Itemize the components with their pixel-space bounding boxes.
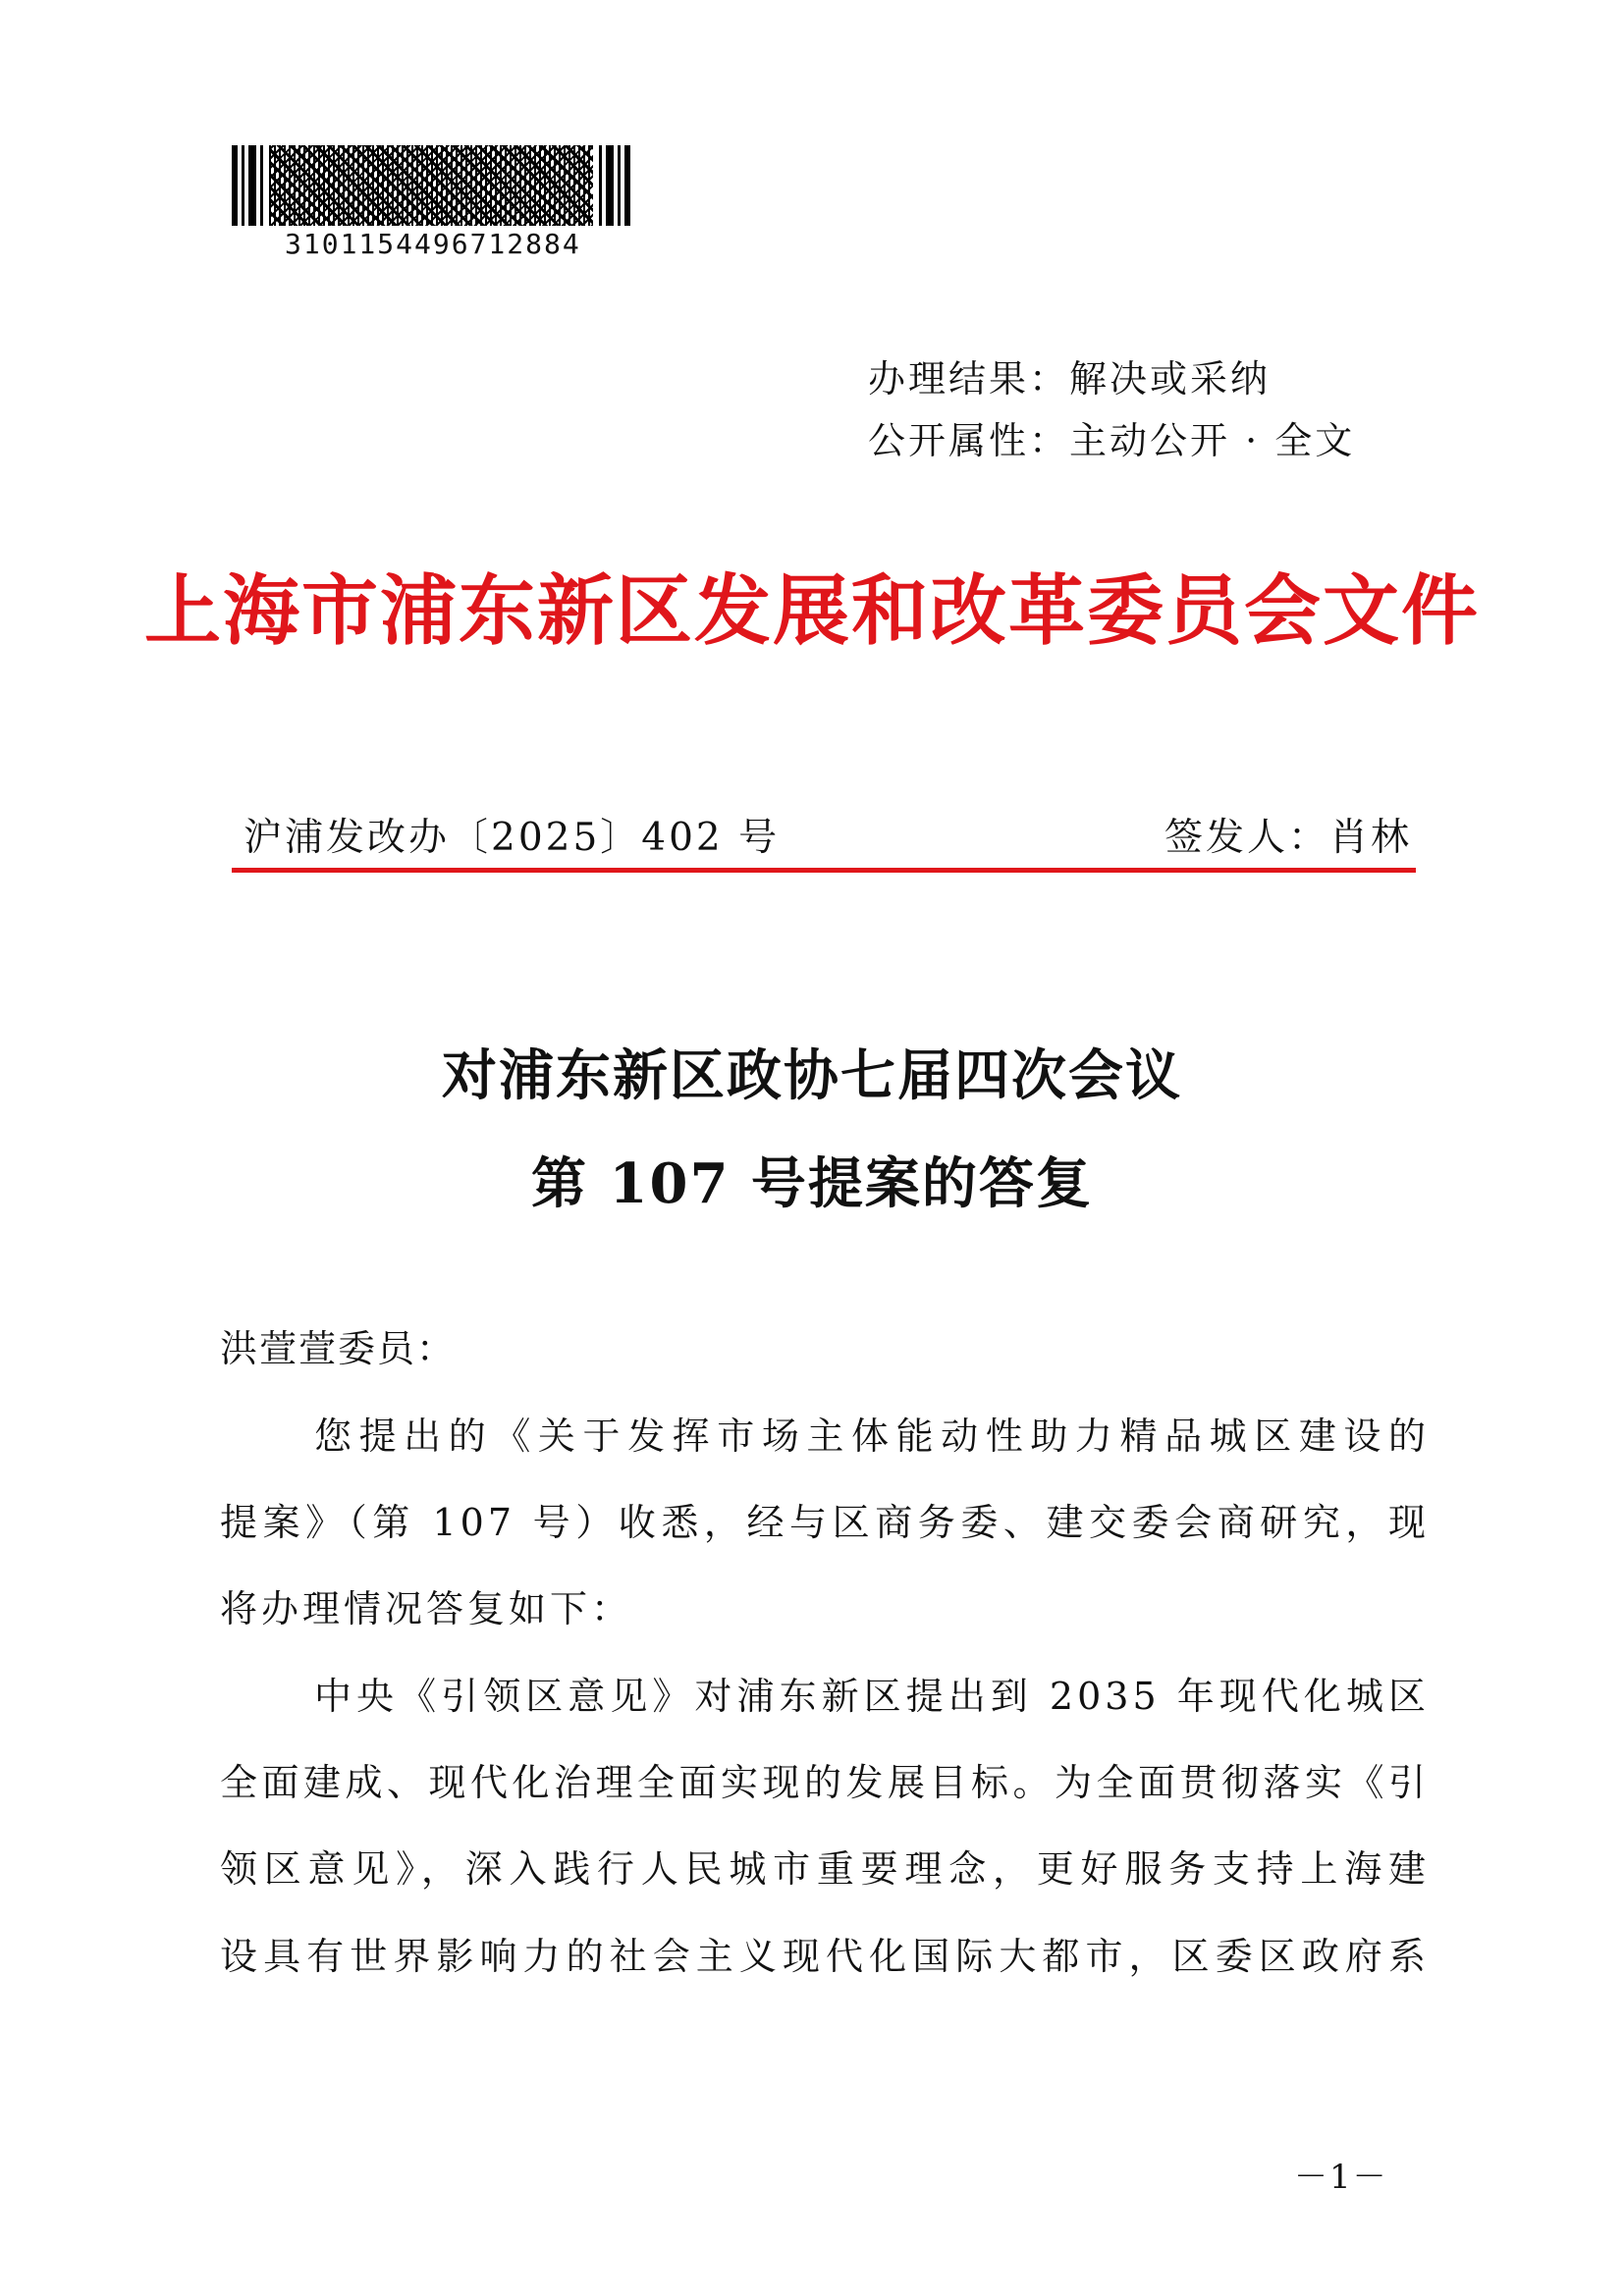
document-title-line-1: 对浦东新区政协七届四次会议: [442, 1043, 1182, 1108]
salutation: 洪萱萱委员：: [220, 1327, 457, 1370]
body-line: 中央《引领区意见》对浦东新区提出到 2035 年现代化城区: [314, 1675, 1430, 1718]
barcode-number: 3101154496712884: [285, 228, 581, 260]
document-number: 沪浦发改办〔2025〕402 号: [244, 816, 781, 860]
issuer-heading: 上海市浦东新区发展和改革委员会文件: [143, 566, 1480, 656]
signer: 签发人：肖林: [1164, 816, 1412, 860]
body-line: 领区意见》，深入践行人民城市重要理念，更好服务支持上海建: [220, 1847, 1430, 1891]
barcode-matrix: [269, 145, 593, 226]
body-line: 将办理情况答复如下：: [220, 1587, 633, 1630]
body-line: 全面建成、现代化治理全面实现的发展目标。为全面贯彻落实《引: [220, 1761, 1430, 1804]
disclosure-attribute: 公开属性：主动公开 · 全文: [868, 419, 1356, 462]
body-line: 您提出的《关于发挥市场主体能动性助力精品城区建设的: [314, 1415, 1430, 1458]
handling-result: 办理结果：解决或采纳: [868, 357, 1272, 400]
barcode: [232, 145, 649, 226]
red-divider-line: [232, 868, 1416, 873]
body-line: 提案》（第 107 号）收悉，经与区商务委、建交委会商研究，现: [220, 1501, 1430, 1544]
page-number: －1－: [1294, 2158, 1388, 2197]
document-title-line-2: 第 107 号提案的答复: [531, 1151, 1093, 1216]
body-line: 设具有世界影响力的社会主义现代化国际大都市，区委区政府系: [220, 1935, 1430, 1978]
